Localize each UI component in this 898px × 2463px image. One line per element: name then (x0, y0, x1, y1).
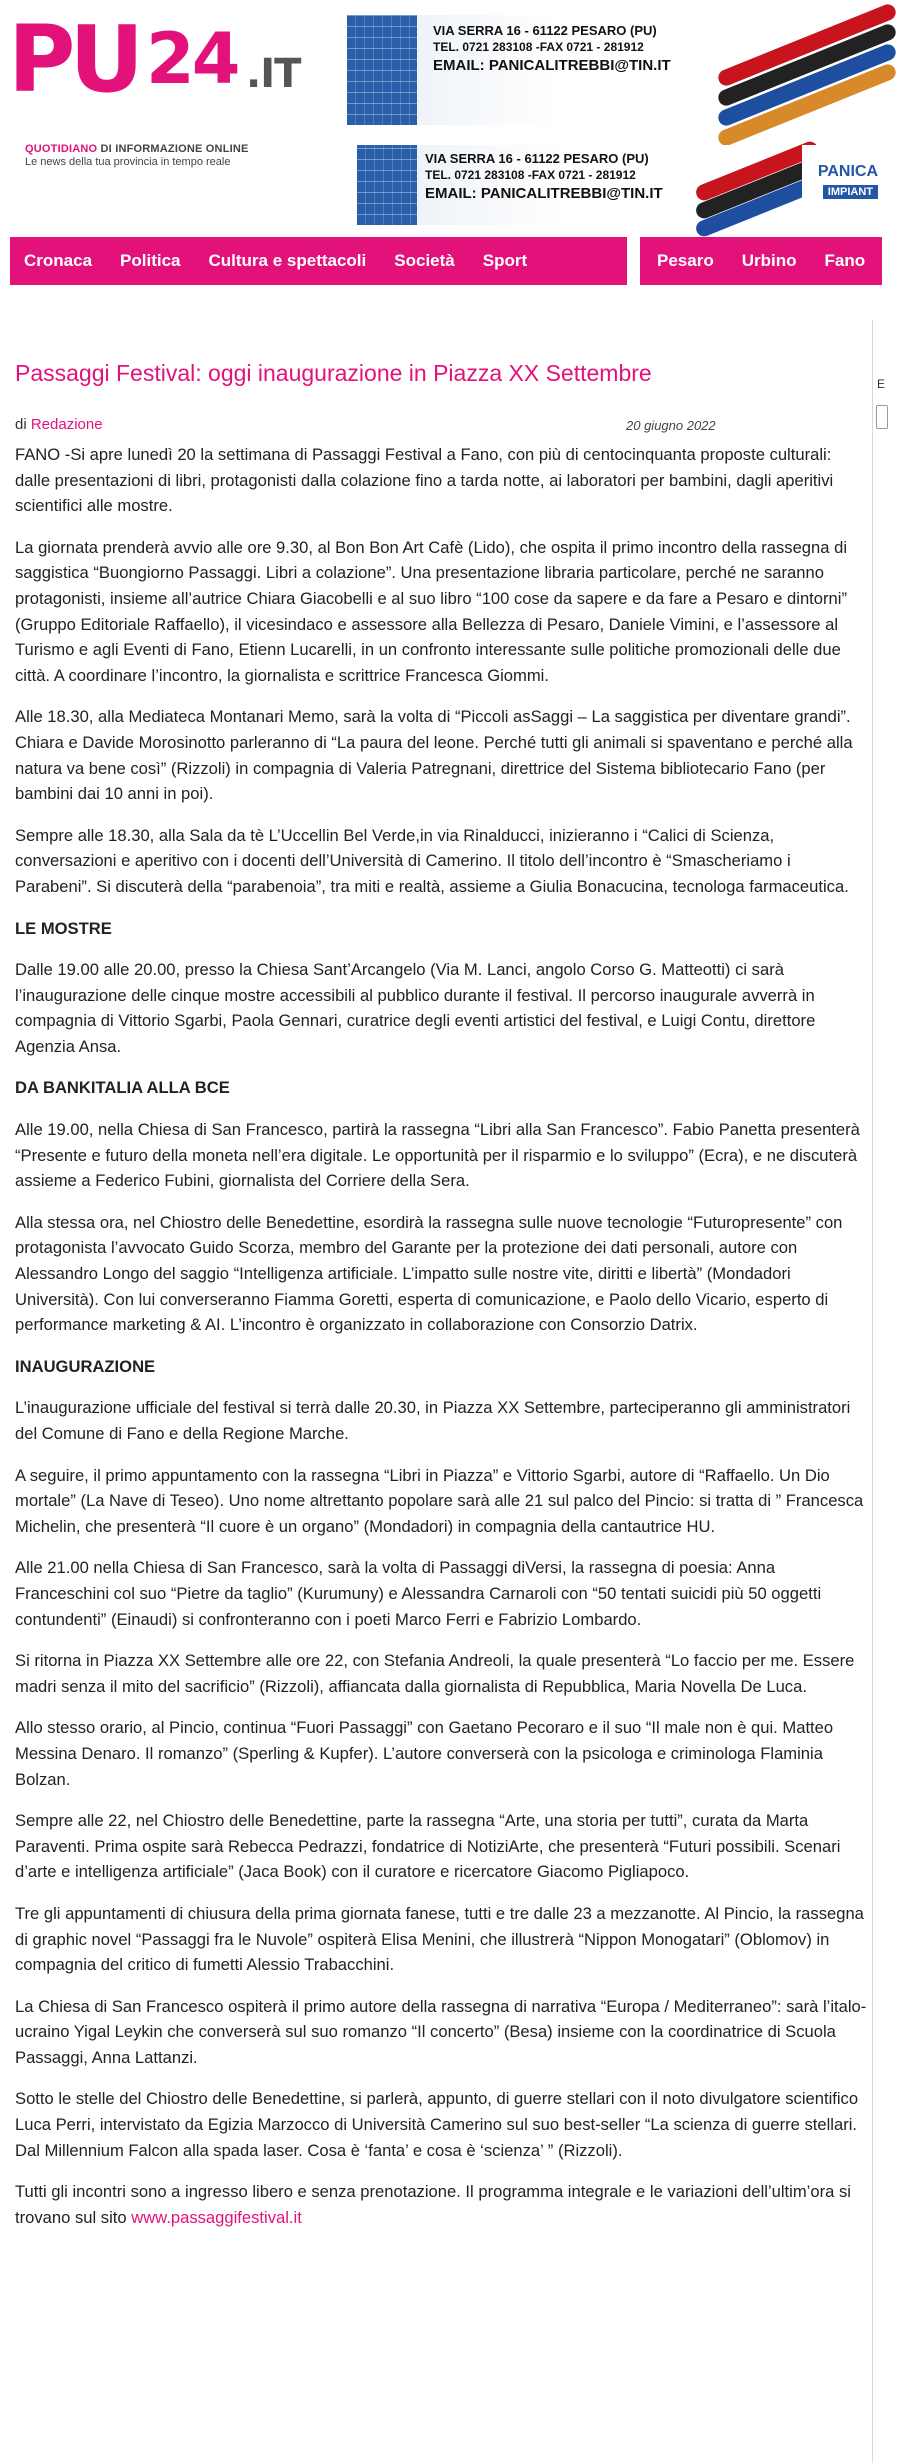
nav-urbino[interactable]: Urbino (741, 251, 797, 270)
ad-banner-bottom[interactable] (357, 145, 882, 225)
author-link[interactable]: Redazione (30, 416, 103, 433)
cable-image (692, 145, 802, 225)
festival-site-link[interactable]: www.passaggifestival.it (131, 2207, 302, 2227)
article-paragraph: Sotto le stelle del Chiostro delle Benedettine, si parlerà, appunto, di guerre stellari con il noto divulgatore scientifico Luca Perri, intervistato da Egizia Marzocco di Università Camerino sul suo best-seller “La scienza di guerre stellari. Dal Millennium Falcon alla spada laser. Cosa è ‘fanta’ e cosa è ‘scienza’ ” (Rizzoli). (15, 2089, 859, 2160)
tagline-sub: Le news della tua provincia in tempo reale (25, 156, 231, 168)
article-paragraph: Dalle 19.00 alle 20.00, presso la Chiesa Sant’Arcangelo (Via M. Lanci, angolo Corso G. Matteotti) ci sarà l’inaugurazione delle cinque mostre accessibili al pubblico durante il festival. Il percorso inaugurale avverrà in compagnia di Vittorio Sgarbi, Paola Gennari, curatrice degli eventi artistici del festival, e Luigi Contu, direttore Agenzia Ansa. (15, 960, 816, 1056)
banner-phone: TEL. 0721 283108 -FAX 0721 - 281912 (433, 40, 644, 54)
sidebar-divider (872, 320, 873, 2463)
article-body (15, 442, 867, 2246)
site-tagline (25, 143, 249, 168)
banner-brand-sub: IMPIANT (823, 185, 878, 199)
article-paragraph: FANO -Si apre lunedì 20 la settimana di Passaggi Festival a Fano, con più di centocinquanta proposte culturali: dalle presentazioni di libri, protagonisti dalla colazione fino a tarda notte, ai laboratori per bambini, dagli aperitivi scientifici alle mostre. (15, 445, 834, 516)
article-paragraph: A seguire, il primo appuntamento con la rassegna “Libri in Piazza” e Vittorio Sgarbi, autore di “Raffaello. Un Dio mortale” (La Nave di Teseo). Uno nome altrettanto popolare sarà alle 21 sul palco del Pincio: si tratta di ” Francesca Michelin, che presenterà “Il cuore è un organo” (Mondadori) in compagnia della cantautrice HU. (15, 1465, 864, 1536)
tagline-rest: DI INFORMAZIONE ONLINE (97, 143, 249, 155)
banner-email: EMAIL: PANICALITREBBI@TIN.IT (433, 57, 671, 74)
nav-politica[interactable]: Politica (120, 251, 181, 270)
tagline-emph: QUOTIDIANO (25, 143, 98, 155)
nav-fano[interactable]: Fano (824, 251, 866, 270)
sidebar-input-fragment[interactable] (876, 405, 888, 429)
banner-brand (802, 145, 882, 225)
article-paragraph: Sempre alle 22, nel Chiostro delle Benedettine, parte la rassegna “Arte, una storia per tutti”, curata da Marta Paraventi. Prima ospite sarà Rebecca Pedrazzi, fondatrice di NotiziArte, che presenterà “Futuri possibili. Scenari d’arte e intelligenza artificiale” (Jaca Book) con il curatore e ricercatore Giacomo Pigliapoco. (15, 1811, 841, 1882)
byline-prefix: di (15, 416, 31, 433)
article-paragraph: La giornata prenderà avvio alle ore 9.30, al Bon Bon Art Cafè (Lido), che ospita il primo incontro della rassegna di saggistica “Buongiorno Passaggi. Libri a colazione”. Una presentazione libraria particolare, perché ne saranno protagonisti, insieme all’autrice Chiara Giacobelli e al suo libro “100 cose da sapere e da fare a Pesaro e dintorni” (Gruppo Editoriale Raffaello), il vicesindaco e assessore alla Bellezza di Pesaro, Daniele Vimini, e l’assessore al Turismo e agli Eventi di Fano, Etienn Lucarelli, in un confronto interessante sulle politiche promozionali delle due città. A coordinare l’incontro, la giornalista e scrittrice Francesca Giommi. (15, 537, 848, 685)
solar-panel-image (357, 145, 417, 225)
logo-pu: PU (8, 6, 139, 113)
section-heading: DA BANKITALIA ALLA BCE (15, 1078, 230, 1098)
main-nav (10, 237, 627, 285)
sidebar-fragment: E (877, 377, 886, 391)
local-nav (640, 237, 882, 285)
nav-societa[interactable]: Società (394, 251, 455, 270)
ad-banner-top[interactable] (347, 15, 882, 125)
article-title: Passaggi Festival: oggi inaugurazione in Piazza XX Settembre (15, 360, 652, 386)
banner-brand-name: PANICA (817, 163, 878, 180)
site-logo[interactable] (8, 6, 338, 124)
cable-image (692, 15, 882, 125)
nav-sport[interactable]: Sport (482, 251, 528, 270)
nav-pesaro[interactable]: Pesaro (657, 251, 714, 270)
article-closing-paragraph (15, 2179, 867, 2230)
article-paragraph: La Chiesa di San Francesco ospiterà il primo autore della rassegna di narrativa “Europa / Mediterraneo”: sarà l’italo-ucraino Yigal Leykin che converserà sul suo romanzo “Il concerto” (Besa) insieme con la coordinatrice di Scuola Passaggi, Anna Lattanzi. (15, 1996, 867, 2067)
article-paragraph: Alle 21.00 nella Chiesa di San Francesco, sarà la volta di Passaggi diVersi, la rassegna di poesia: Anna Franceschini col suo “Pietre da taglio” (Kurumuny) e Alessandra Carnaroli con “50 tentati suicidi più 50 oggetti contundenti” (Einaudi) si confronteranno con i poeti Marco Ferri e Fabrizio Lombardo. (15, 1558, 822, 1629)
article-paragraph: Sempre alle 18.30, alla Sala da tè L’Uccellin Bel Verde,in via Rinalducci, inizieranno i “Calici di Scienza, conversazioni e aperitivo con i docenti dell’Università di Camerino. Il titolo dell’incontro è “Smascheriamo i Parabeni”. Si discuterà della “parabenoia”, tra miti e realtà, assieme a Giulia Bonacucina, tecnologa farmaceutica. (15, 825, 849, 896)
article-paragraph: Alla stessa ora, nel Chiostro delle Benedettine, esordirà la rassegna sulle nuove tecnologie “Futuropresente” con protagonista l’avvocato Guido Scorza, membro del Garante per la protezione dei dati personali, autore con Alessandro Longo del saggio “Intelligenza artificiale. L’impatto sulle nostre vite, diritti e libertà” (Mondadori Università). Con lui converseranno Fiamma Goretti, esperta di comunicazione, e Paolo dello Vicario, esperto di performance marketing & AI. L’incontro è organizzato in collaborazione con Consorzio Datrix. (15, 1212, 843, 1335)
article-paragraph: Si ritorna in Piazza XX Settembre alle ore 22, con Stefania Andreoli, la quale presenterà “Lo faccio per me. Essere madri senza il mito del sacrificio” (Rizzoli), affiancata dalla giornalista di Repubblica, Maria Novella De Luca. (15, 1651, 855, 1696)
article-date: 20 giugno 2022 (626, 418, 716, 433)
banner-email: EMAIL: PANICALITREBBI@TIN.IT (425, 185, 663, 202)
article-paragraph: Tre gli appuntamenti di chiusura della prima giornata fanese, tutti e tre dalle 23 a mezzanotte. Al Pincio, la rassegna di graphic novel “Passaggi fra le Nuvole” ospiterà Elisa Menini, che illustrerà “Nippon Monogatari” (Oblomov) in compagnia del critico di fumetti Alessio Trabacchini. (15, 1903, 864, 1975)
article-byline (15, 416, 103, 433)
article-paragraph: L’inaugurazione ufficiale del festival si terrà dalle 20.30, in Piazza XX Settembre, parteciperanno gli amministratori del Comune di Fano e della Regione Marche. (15, 1398, 851, 1443)
closing-text: Tutti gli incontri sono a ingresso libero e senza prenotazione. Il programma integrale e le variazioni dell’ultim’ora si trovano sul sito (15, 2182, 851, 2227)
logo-tld: .IT (246, 51, 301, 97)
solar-panel-image (347, 15, 417, 125)
nav-cultura[interactable]: Cultura e spettacoli (208, 251, 367, 270)
nav-cronaca[interactable]: Cronaca (24, 251, 93, 270)
section-heading: INAUGURAZIONE (15, 1356, 156, 1376)
article-paragraph: Allo stesso orario, al Pincio, continua “Fuori Passaggi” con Gaetano Pecoraro e il suo “Il male non è qui. Matteo Messina Denaro. Il romanzo” (Sperling & Kupfer). L’autore converserà con la psicologa e criminologa Flaminia Bolzan. (15, 1718, 834, 1789)
banner-address: VIA SERRA 16 - 61122 PESARO (PU) (433, 23, 657, 38)
section-heading: LE MOSTRE (15, 918, 112, 938)
article-paragraph: Alle 18.30, alla Mediateca Montanari Memo, sarà la volta di “Piccoli asSaggi – La saggistica per diventare grandi”. Chiara e Davide Morosinotto parleranno di “La paura del leone. Perché tutti gli animali si spaventano e perché alla natura va bene così” (Rizzoli) in compagnia di Valeria Patregnani, direttrice del Sistema bibliotecario Fano (per bambini dai 10 anni in poi). (15, 707, 853, 804)
article-paragraph: Alle 19.00, nella Chiesa di San Francesco, partirà la rassegna “Libri alla San Francesco”. Fabio Panetta presenterà “Presente e futuro della moneta nell’era digitale. Le opportunità per il risparmio e lo sviluppo” (Ecra), e ne discuterà assieme a Federico Fubini, giornalista del Corriere della Sera. (15, 1120, 860, 1191)
banner-address: VIA SERRA 16 - 61122 PESARO (PU) (425, 151, 649, 166)
banner-phone: TEL. 0721 283108 -FAX 0721 - 281912 (425, 168, 636, 182)
logo-24: 24 (146, 18, 238, 100)
